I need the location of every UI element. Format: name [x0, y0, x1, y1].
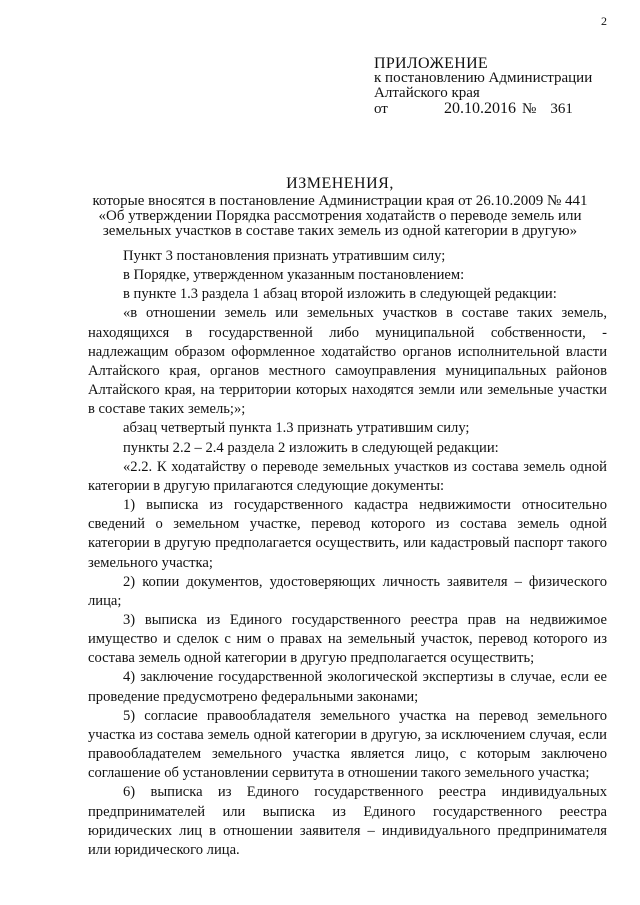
date-value: 20.10.2016	[444, 100, 516, 117]
appendix-block	[374, 56, 592, 117]
page-number: 2	[601, 14, 607, 28]
paragraph: пункты 2.2 – 2.4 раздела 2 изложить в следующей редакции:	[123, 439, 499, 456]
date-label: от	[374, 101, 388, 117]
appendix-heading: ПРИЛОЖЕНИЕ	[374, 55, 489, 72]
number-value: 361	[550, 101, 573, 117]
paragraph: 4) заключение государственной экологической экспертизы в случае, если ее проведение предусмотрено федеральными законами;	[88, 669, 607, 705]
document-body	[88, 247, 607, 860]
paragraph: в пункте 1.3 раздела 1 абзац второй изложить в следующей редакции:	[123, 286, 557, 303]
document-title-block	[60, 176, 620, 239]
paragraph: абзац четвертый пункта 1.3 признать утратившим силу;	[123, 420, 470, 437]
paragraph: 3) выписка из Единого государственного реестра прав на недвижимое имущество и сделок с ним о правах на земельный участок, перевод которого из состава земель одной категории в другую предполагается осуществить;	[88, 611, 607, 667]
appendix-line-1: к постановлению Администрации	[374, 70, 593, 86]
paragraph: «в отношении земель или земельных участков в составе таких земель, находящихся в государственной либо муниципальной собственности, - надлежащим образом оформленное ходатайство органов исполнительной власти Алтайского края, органов местного самоуправления муниципальных районов Алтайского края, на территории которых находятся земли или земельные участки в составе таких земель;»;	[88, 305, 607, 418]
appendix-date-row	[374, 101, 592, 117]
document-title: ИЗМЕНЕНИЯ,	[286, 175, 394, 192]
paragraph: 5) согласие правообладателя земельного участка на перевод земельного участка из состава земель одной категории в другую, за исключением случая, если правообладателем земельного участка является лицо, с которым заключено соглашение об установлении сервитута в отношении такого земельного участка;	[88, 707, 607, 782]
appendix-line-2: Алтайского края	[374, 85, 480, 101]
document-subtitle-line-3: земельных участков в составе таких земель из одной категории в другую»	[102, 223, 578, 239]
document-subtitle-line-2: «Об утверждении Порядка рассмотрения ходатайств о переводе земель или	[98, 208, 582, 224]
paragraph: 2) копии документов, удостоверяющих личность заявителя – физического лица;	[88, 573, 607, 609]
paragraph: 1) выписка из государственного кадастра недвижимости относительно сведений о земельном участке, перевод которого из состава земель одной категории в другую предполагается осуществить, или кадастровый паспорт такого земельного участка;	[88, 497, 607, 571]
number-label: №	[522, 101, 537, 117]
paragraph: в Порядке, утвержденном указанным постановлением:	[123, 267, 465, 284]
paragraph: «2.2. К ходатайству о переводе земельных участков из состава земель одной категории в другую прилагаются следующие документы:	[88, 458, 607, 494]
document-subtitle-line-1: которые вносятся в постановление Администрации края от 26.10.2009 № 441	[92, 193, 588, 209]
paragraph: 6) выписка из Единого государственного реестра индивидуальных предпринимателей или выписка из Единого государственного реестра юридических лиц в отношении заявителя – индивидуального предпринимателя или юридического лица.	[88, 784, 607, 858]
paragraph: Пункт 3 постановления признать утратившим силу;	[123, 248, 446, 264]
